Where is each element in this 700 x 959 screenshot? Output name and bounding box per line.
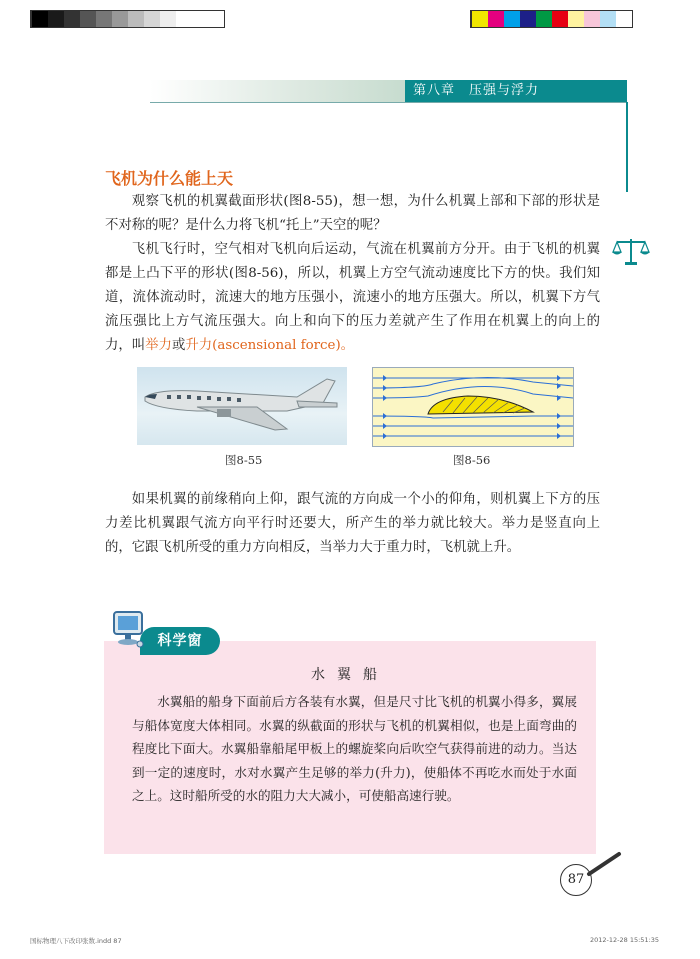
airplane-illustration bbox=[137, 367, 347, 445]
body-paragraphs bbox=[105, 190, 600, 358]
paragraph-3: 如果机翼的前缘稍向上仰，跟气流的方向成一个小的仰角，则机翼上下方的压力差比机翼跟气流方向平行时还要大，所产生的举力就比较大。举力是竖直向上的，它跟飞机所受的重力方向相反，当举力大于重力时，飞机就上升。 bbox=[105, 492, 600, 555]
chapter-header: 第八章 压强与浮力 bbox=[405, 80, 627, 102]
science-window-paragraph: 水翼船的船身下面前后方各装有水翼，但是尺寸比飞机的机翼小得多，翼展与船体宽度大体相同。水翼的纵截面的形状与飞机的机翼相似，也是上面弯曲的程度比下面大。水翼船靠船尾甲板上的螺旋桨向后吹空气获得前进的动力。当达到一定的速度时，水对水翼产生足够的举力(升力)，使船体不再吃水而处于水面之上。这时船所受的水的阻力大大减小，可使船高速行驶。 bbox=[132, 694, 577, 803]
airfoil-streamlines bbox=[373, 368, 573, 446]
paragraph-2-text: 飞机飞行时，空气相对飞机向后运动，气流在机翼前方分开。由于飞机的机翼都是上凸下平的形状(图8-56)，所以，机翼上方空气流动速度比下方的快。我们知道，流体流动时，流速大的地方压强小，流速小的地方压强大。所以，机翼下方气流压强比上方气流压强大。向上和向下的压力差就产生了作用在机翼上的向上的力，叫 bbox=[105, 242, 600, 353]
margin-line bbox=[626, 102, 628, 192]
paragraph-2 bbox=[105, 238, 600, 358]
footer-filename: 国标物理八下改印张数.indd 87 bbox=[30, 937, 122, 945]
airfoil-diagram bbox=[372, 367, 574, 447]
chapter-header-gradient bbox=[150, 80, 405, 102]
grayscale-print-bar bbox=[30, 10, 225, 28]
figure-caption-8-56: 图8-56 bbox=[453, 453, 491, 467]
section-title: 飞机为什么能上天 bbox=[105, 169, 234, 188]
chapter-rule bbox=[150, 102, 627, 103]
term-english: (ascensional force)。 bbox=[212, 338, 355, 353]
science-window-tab: 科学窗 bbox=[140, 627, 220, 655]
paragraph-2-or: 或 bbox=[171, 338, 186, 353]
page-number: 87 bbox=[560, 864, 592, 896]
computer-monitor-icon bbox=[112, 610, 146, 650]
airplane-photo bbox=[137, 367, 347, 445]
science-window-text-block bbox=[132, 690, 577, 808]
footer-timestamp: 2012-12-28 15:51:35 bbox=[590, 936, 660, 944]
balance-scale-icon bbox=[612, 236, 650, 266]
term-lift-1: 举力 bbox=[145, 338, 172, 353]
term-lift-2: 升力 bbox=[185, 338, 213, 353]
figure-caption-8-55: 图8-55 bbox=[225, 453, 263, 467]
science-window-title: 水翼船 bbox=[311, 667, 389, 683]
magnifier-icon bbox=[583, 850, 625, 882]
paragraph-1: 观察飞机的机翼截面形状(图8-55)，想一想，为什么机翼上部和下部的形状是不对称的呢？是什么力将飞机“托上”天空的呢？ bbox=[105, 194, 600, 233]
color-print-bar bbox=[470, 10, 633, 28]
body-paragraph-3-block bbox=[105, 488, 600, 560]
